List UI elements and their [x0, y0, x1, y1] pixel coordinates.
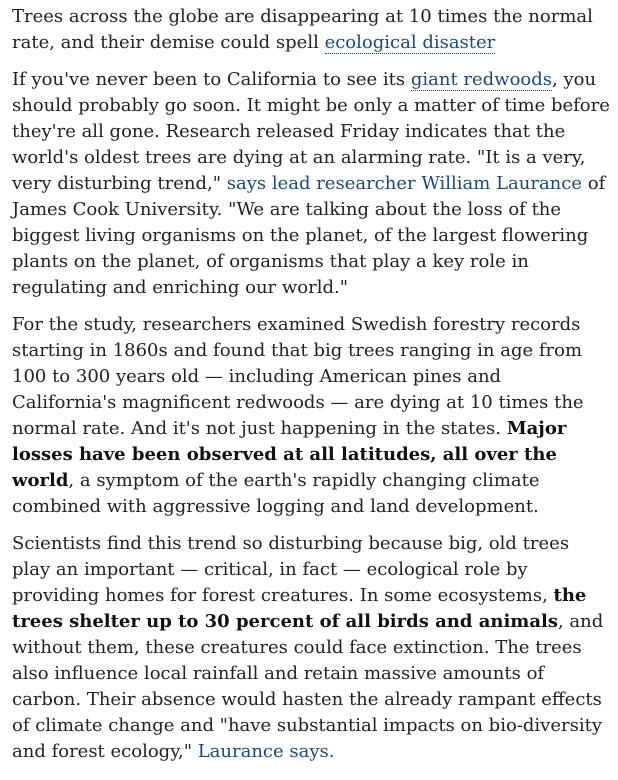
ecological-disaster-link[interactable]: ecological disaster — [324, 32, 496, 53]
paragraph-ecology — [12, 531, 610, 765]
giant-redwoods-link[interactable]: giant redwoods — [410, 69, 553, 90]
laurance-quote-link[interactable]: says lead researcher William Laurance — [226, 173, 583, 194]
paragraph-study — [12, 312, 610, 520]
intro-paragraph — [12, 4, 610, 56]
intro-text: Trees across the globe are disappearing at 10 times the normal rate, and their demise could spell — [12, 6, 593, 53]
article-body — [12, 4, 610, 765]
paragraph-text: , you should probably go soon. It might be only a matter of time before they're all gone. Research released Friday indicates that the world's oldest trees are dying at an alarming rate. "It is a very, very disturbing trend," — [12, 69, 610, 194]
paragraph-text: , and without them, these creatures could face extinction. The trees also influence local rainfall and retain massive amounts of carbon. Their absence would hasten the already rampant effects of climate change and "have substantial impacts on bio-diversity and forest ecology," — [12, 611, 604, 762]
laurance-says-link[interactable]: Laurance says. — [197, 741, 335, 762]
bold-highlight-losses: Major losses have been observed at all latitudes, all over the world — [12, 418, 567, 491]
paragraph-text: If you've never been to California to see its — [12, 69, 411, 90]
paragraph-text: Scientists find this trend so disturbing because big, old trees play an important — critical, in fact — ecological role by providing homes for forest creatures. In some ecosystems, — [12, 533, 570, 606]
paragraph-text: For the study, researchers examined Swedish forestry records starting in 1860s and found that big trees ranging in age from 100 to 300 years old — including American pines and California's magnificent redwoods — are dying at 10 times the normal rate. And it's not just happening in the states. — [12, 314, 584, 439]
paragraph-redwoods — [12, 67, 610, 301]
paragraph-text: of James Cook University. "We are talking about the loss of the biggest living organisms on the planet, of the largest flowering plants on the planet, of organisms that play a key role in regulating and enriching our world." — [12, 173, 606, 298]
paragraph-text: , a symptom of the earth's rapidly changing climate combined with aggressive logging and land development. — [12, 470, 540, 517]
bold-highlight-shelter: the trees shelter up to 30 percent of all birds and animals — [12, 585, 587, 632]
